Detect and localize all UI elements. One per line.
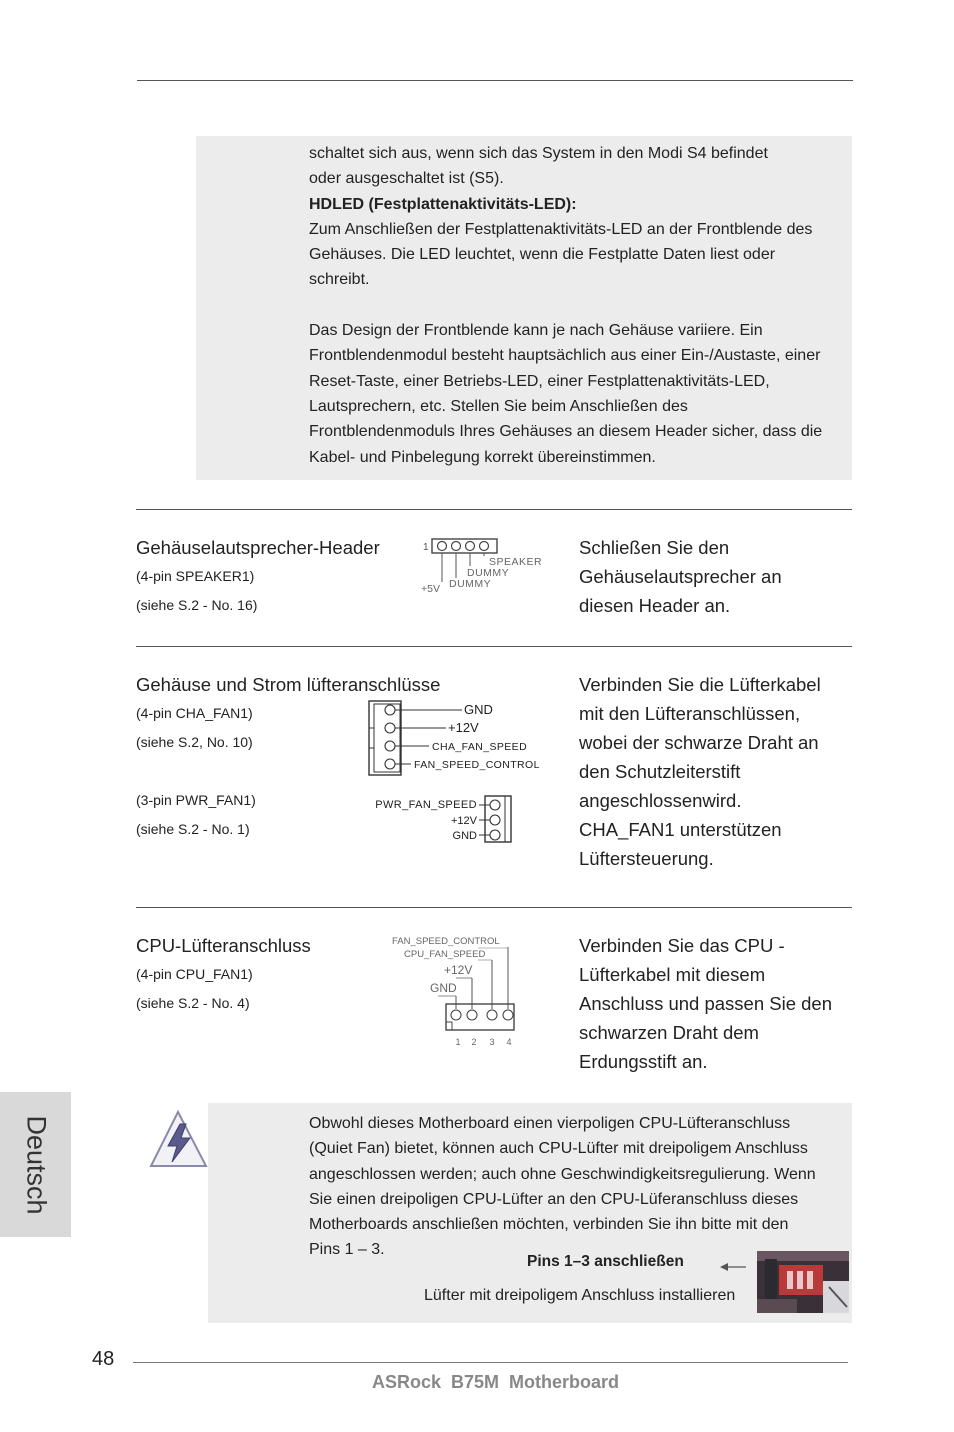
footer-rule xyxy=(133,1362,848,1363)
gnd-label: GND xyxy=(452,830,477,842)
page-number: 48 xyxy=(92,1348,115,1370)
desc-line: mit den Lüfteranschlüssen, xyxy=(579,703,801,724)
cpu-fan-speed-label: CPU_FAN_SPEED xyxy=(404,949,486,960)
cha-fan-diagram xyxy=(366,698,551,778)
text-line: Lautsprechern, etc. Stellen Sie beim Anschließen des xyxy=(309,397,688,415)
text-line: Zum Anschließen der Festplattenaktivitäts-LED an der Frontblende des xyxy=(309,220,813,238)
text-line: schreibt. xyxy=(309,271,370,289)
desc-line: CHA_FAN1 unterstützen xyxy=(579,819,782,840)
desc-line: Gehäuselautsprecher an xyxy=(579,566,782,587)
note-line: Obwohl dieses Motherboard einen vierpoligen CPU-Lüfteranschluss xyxy=(309,1115,791,1132)
pin1-label: 1 xyxy=(423,542,429,553)
cpu-fan-title: CPU-Lüfteranschluss xyxy=(136,935,311,956)
pin-number: 3 xyxy=(489,1037,495,1047)
v12-label: +12V xyxy=(448,720,479,735)
fan-connector-photo xyxy=(757,1251,849,1313)
fan-install-label: Lüfter mit dreipoligem Anschluss installieren xyxy=(424,1287,736,1304)
section-divider xyxy=(136,509,852,510)
dummy-pin-label: DUMMY xyxy=(449,578,492,590)
fan-speed-control-label: FAN_SPEED_CONTROL xyxy=(392,936,500,947)
arrow-left-icon xyxy=(718,1260,748,1274)
fan-speed-control-label: FAN_SPEED_CONTROL xyxy=(414,759,540,771)
section-divider xyxy=(136,907,852,908)
v12-label: +12V xyxy=(451,815,477,827)
speaker-ref: (siehe S.2 - No. 16) xyxy=(136,597,258,613)
desc-line: Anschluss und passen Sie den xyxy=(579,993,833,1014)
pin-number: 2 xyxy=(471,1037,477,1047)
speaker-pin: (4-pin SPEAKER1) xyxy=(136,568,255,584)
hdled-heading: HDLED (Festplattenaktivitäts-LED): xyxy=(309,195,577,213)
cpu-fan-description xyxy=(579,931,851,1076)
speaker-title: Gehäuselautsprecher-Header xyxy=(136,537,380,558)
text-line: Das Design der Frontblende kann je nach Gehäuse variiere. Ein xyxy=(309,322,763,340)
cpu-fan-pin: (4-pin CPU_FAN1) xyxy=(136,966,253,982)
warning-icon xyxy=(148,1108,210,1172)
footer-product: ASRock B75M Motherboard xyxy=(372,1372,620,1392)
desc-line: Erdungsstift an. xyxy=(579,1051,708,1072)
cha-fan-ref: (siehe S.2, No. 10) xyxy=(136,734,253,750)
gnd-label: GND xyxy=(464,702,493,717)
desc-line: wobei der schwarze Draht an xyxy=(579,732,819,753)
front-panel-text xyxy=(309,141,854,470)
fans-title: Gehäuse und Strom lüfteranschlüsse xyxy=(136,674,441,695)
language-tab-label: Deutsch xyxy=(21,1114,51,1215)
cha-fan-speed-label: CHA_FAN_SPEED xyxy=(432,741,528,753)
text-line: Reset-Taste, einer Betriebs-LED, einer Festplattenaktivitäts-LED, xyxy=(309,372,770,390)
text-line: oder ausgeschaltet ist (S5). xyxy=(309,170,504,188)
desc-line: Lüfterkabel mit diesem xyxy=(579,964,766,985)
note-line: (Quiet Fan) bietet, können auch CPU-Lüfter mit dreipoligem Anschluss xyxy=(309,1140,808,1158)
cpu-fan-diagram xyxy=(388,934,524,1048)
text-line: Frontblendenmoduls Ihres Gehäuses an diesem Header sicher, dass die xyxy=(309,423,823,441)
note-text xyxy=(309,1111,854,1263)
cha-fan-pin: (4-pin CHA_FAN1) xyxy=(136,705,253,721)
fans-description xyxy=(579,670,849,873)
desc-line: den Schutzleiterstift xyxy=(579,761,741,782)
pin-number: 1 xyxy=(455,1037,461,1047)
desc-line: schwarzen Draht dem xyxy=(579,1022,759,1043)
note-line: angeschlossen werden; auch ohne Geschwindigkeitsregulierung. Wenn xyxy=(309,1165,816,1183)
pwr-fan-diagram xyxy=(364,794,519,846)
speaker-description xyxy=(579,533,849,620)
desc-line: Lüftersteuerung. xyxy=(579,848,714,869)
gnd-label: GND xyxy=(430,981,457,995)
note-line: Sie einen dreipoligen CPU-Lüfter an den CPU-Lüferanschluss dieses xyxy=(309,1190,799,1208)
pwr-fan-speed-label: PWR_FAN_SPEED xyxy=(375,799,477,811)
speaker-header-diagram xyxy=(418,534,548,596)
text-line: Kabel- und Pinbelegung korrekt übereinstimmen. xyxy=(309,448,656,466)
blank-line xyxy=(309,293,854,318)
note-line: Pins 1 – 3. xyxy=(309,1241,385,1259)
desc-line: Verbinden Sie das CPU - xyxy=(579,935,785,956)
desc-line: diesen Header an. xyxy=(579,595,731,616)
cpu-fan-ref: (siehe S.2 - No. 4) xyxy=(136,995,250,1011)
pwr-fan-ref: (siehe S.2 - No. 1) xyxy=(136,821,250,837)
text-line: Frontblendenmodul besteht hauptsächlich aus einer Ein-/Austaste, einer xyxy=(309,347,821,365)
pwr-fan-pin: (3-pin PWR_FAN1) xyxy=(136,792,256,808)
text-line: Gehäuses. Die LED leuchtet, wenn die Festplatte Daten liest oder xyxy=(309,246,776,264)
language-tab xyxy=(0,1092,71,1237)
desc-line: Schließen Sie den xyxy=(579,537,730,558)
text-line: schaltet sich aus, wenn sich das System in den Modi S4 befindet xyxy=(309,145,768,162)
plus5v-label: +5V xyxy=(421,583,440,595)
dummy-pin-label: DUMMY xyxy=(467,567,510,579)
pin-number: 4 xyxy=(506,1037,512,1047)
pins-connect-label: Pins 1–3 anschließen xyxy=(527,1253,684,1270)
section-divider xyxy=(136,646,852,647)
note-line: Motherboards anschließen möchten, verbinden Sie ihn bitte mit den xyxy=(309,1216,789,1234)
speaker-pin-label: SPEAKER xyxy=(489,556,543,568)
top-rule xyxy=(137,80,853,81)
v12-label: +12V xyxy=(444,963,473,977)
desc-line: Verbinden Sie die Lüfterkabel xyxy=(579,674,821,695)
desc-line: angeschlossenwird. xyxy=(579,790,742,811)
